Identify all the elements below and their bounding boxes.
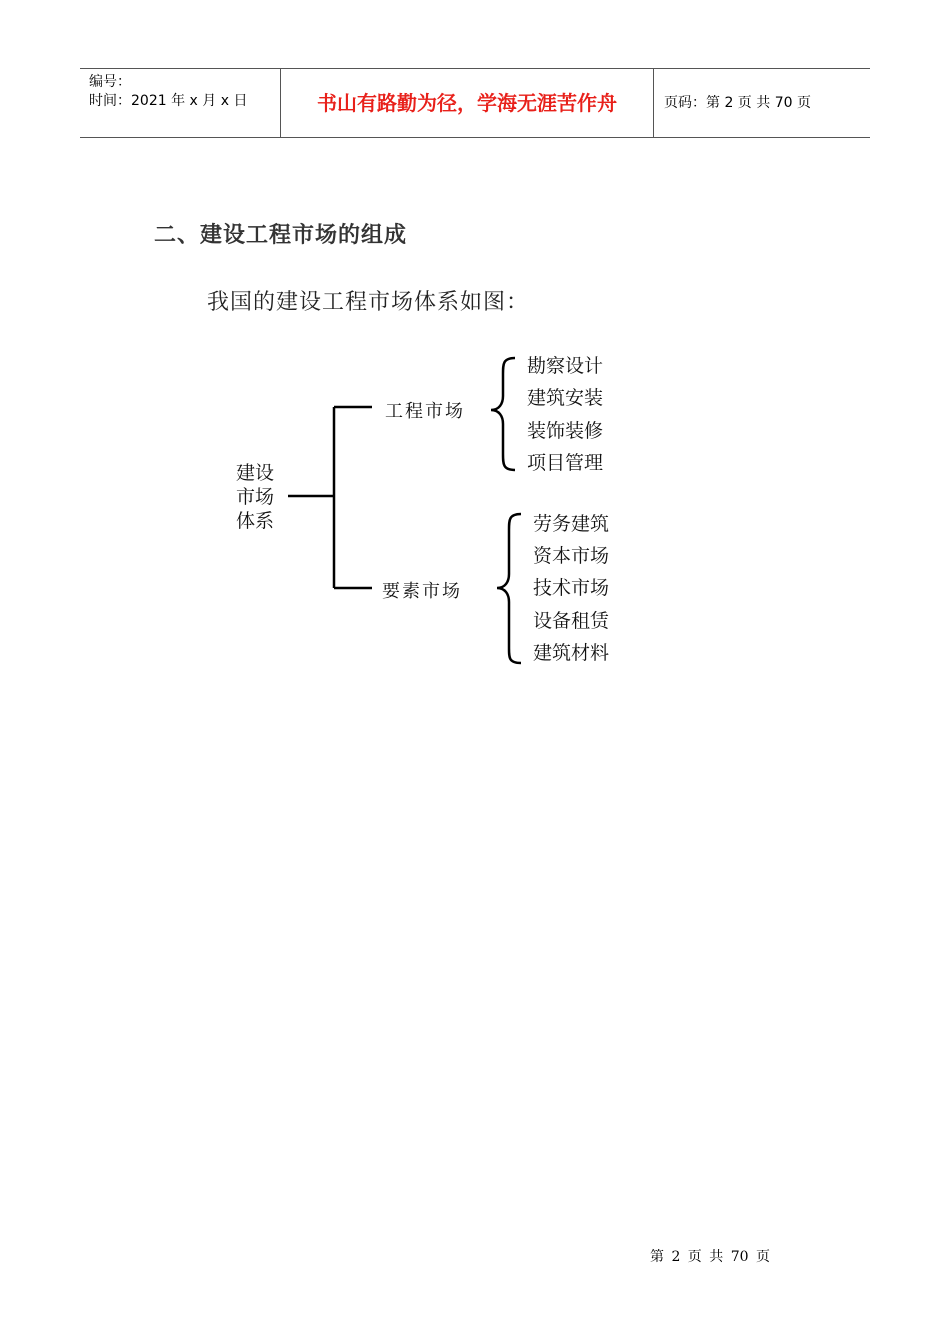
- leaf-item: 建筑安装: [527, 387, 604, 409]
- branch-label-engineering-market: 工程市场: [385, 401, 465, 422]
- root-line-3: 体系: [236, 510, 275, 532]
- page-footer: 第 2 页 共 70 页: [650, 1249, 770, 1265]
- root-line-2: 市场: [236, 486, 275, 508]
- leaf-item: 装饰装修: [527, 420, 604, 442]
- intro-text: 我国的建设工程市场体系如图：: [207, 290, 530, 315]
- leaf-item: 勘察设计: [527, 355, 604, 377]
- root-line-1: 建设: [236, 462, 275, 484]
- leaf-item: 劳务建筑: [533, 513, 610, 535]
- leaf-item: 建筑材料: [533, 642, 610, 664]
- tree-connectors: [288, 407, 372, 588]
- brace-factor-market: [497, 514, 521, 663]
- leaf-item: 设备租赁: [533, 610, 610, 632]
- leaf-item: 技术市场: [533, 577, 610, 599]
- brace-engineering-market: [491, 358, 515, 470]
- serial-label: 编号：: [89, 74, 131, 90]
- section-title: 二、建设工程市场的组成: [154, 223, 408, 248]
- header-motto: 书山有路勤为径，学海无涯苦作舟: [281, 69, 654, 137]
- leaf-item: 资本市场: [533, 545, 610, 567]
- header-page-info: 页码：第 2 页 共 70 页: [664, 95, 811, 111]
- date-label: 时间：2021 年 x 月 x 日: [89, 93, 248, 109]
- branch-label-factor-market: 要素市场: [382, 581, 462, 602]
- leaf-item: 项目管理: [527, 452, 604, 474]
